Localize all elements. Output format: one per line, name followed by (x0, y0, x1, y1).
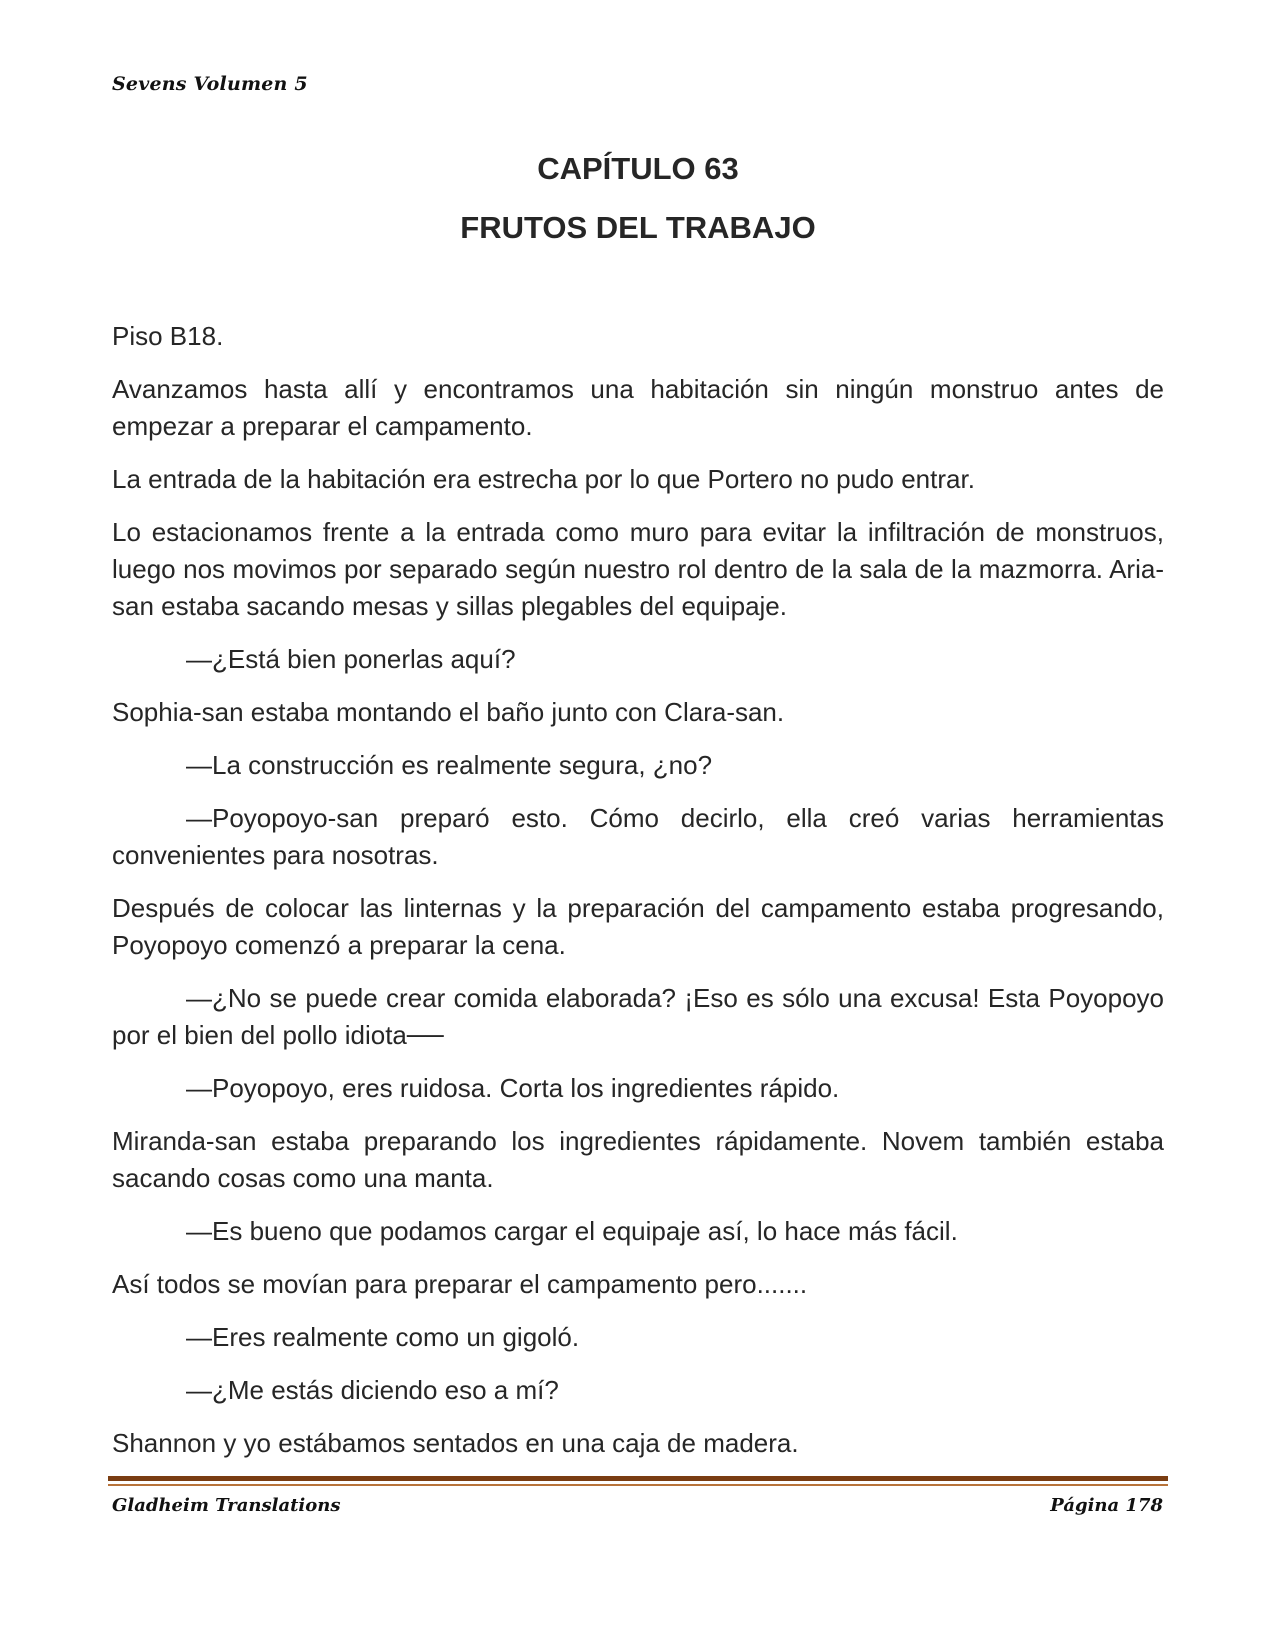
dialog-line: —Es bueno que podamos cargar el equipaje así, lo hace más fácil. (186, 1216, 958, 1246)
body-text (112, 318, 1164, 1478)
footer-translator: Gladheim Translations (112, 1495, 341, 1516)
paragraph: Piso B18. (112, 321, 224, 351)
dialog-line: —¿Me estás diciendo eso a mí? (186, 1375, 559, 1405)
dialog-line: —Eres realmente como un gigoló. (186, 1322, 580, 1352)
paragraph: La entrada de la habitación era estrecha por lo que Portero no pudo entrar. (112, 464, 975, 494)
paragraph: Avanzamos hasta allí y encontramos una habitación sin ningún monstruo antes de empezar a preparar el campamento. (112, 374, 1164, 441)
paragraph: Shannon y yo estábamos sentados en una caja de madera. (112, 1428, 799, 1458)
chapter-title: FRUTOS DEL TRABAJO (460, 210, 816, 245)
paragraph: Miranda-san estaba preparando los ingredientes rápidamente. Novem también estaba sacando cosas como una manta. (112, 1126, 1164, 1193)
paragraph: Lo estacionamos frente a la entrada como muro para evitar la infiltración de monstruos, luego nos movimos por separado según nuestro rol dentro de la sala de la mazmorra. Aria-san estaba sacando mesas y sillas plegables del equipaje. (112, 517, 1164, 621)
chapter-number: CAPÍTULO 63 (537, 151, 739, 186)
dialog-line: —¿No se puede crear comida elaborada? ¡Eso es sólo una excusa! Esta Poyopoyo por el bien del pollo idiota── (112, 983, 1164, 1050)
running-header: Sevens Volumen 5 (112, 73, 308, 95)
dialog-line: —Poyopoyo-san preparó esto. Cómo decirlo, ella creó varias herramientas convenientes para nosotras. (112, 803, 1164, 870)
paragraph: Después de colocar las linternas y la preparación del campamento estaba progresando, Poyopoyo comenzó a preparar la cena. (112, 893, 1164, 960)
dialog-line: —Poyopoyo, eres ruidosa. Corta los ingredientes rápido. (186, 1073, 840, 1103)
page-number: Página 178 (1050, 1495, 1163, 1516)
paragraph: Así todos se movían para preparar el campamento pero....... (112, 1269, 808, 1299)
footer-divider-thin (108, 1484, 1168, 1486)
dialog-line: —¿Está bien ponerlas aquí? (186, 644, 516, 674)
paragraph: Sophia-san estaba montando el baño junto con Clara-san. (112, 697, 785, 727)
footer-divider-thick (108, 1476, 1168, 1481)
dialog-line: —La construcción es realmente segura, ¿no? (186, 750, 713, 780)
